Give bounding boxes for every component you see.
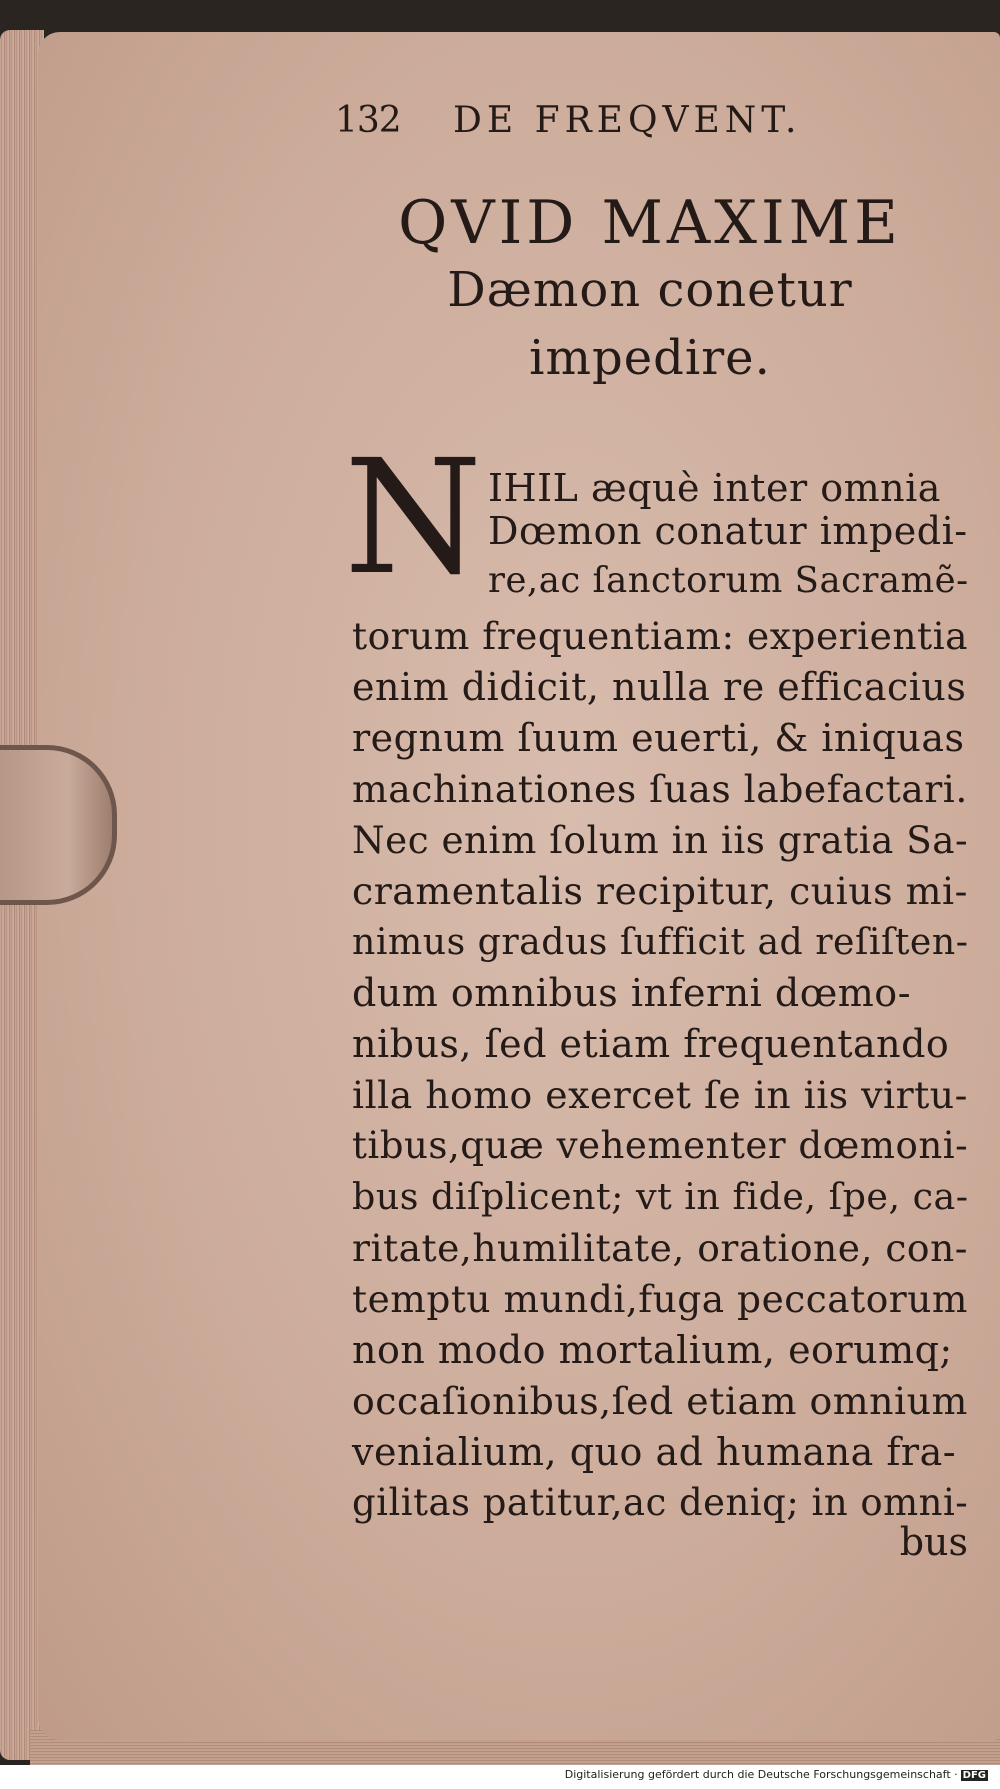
text-line: IHIL æquè inter omnia — [488, 466, 941, 510]
text-line: venialium, quo ad humana fra- — [352, 1430, 957, 1474]
text-line: tibus,quæ vehementer dœmoni- — [352, 1124, 969, 1167]
text-line: enim didicit, nulla re efficacius — [352, 665, 967, 709]
catchword: bus — [899, 1520, 968, 1564]
text-line: occaſionibus,ſed etiam omnium — [352, 1379, 968, 1423]
text-line: nimus gradus ſufficit ad reſiſten- — [352, 920, 969, 963]
digitization-credit — [565, 1768, 988, 1781]
text-line: machinationes ſuas labefactari. — [352, 767, 968, 811]
text-line: gilitas patitur,ac deniq; in omni- — [352, 1481, 969, 1524]
text-line: ritate,humilitate, oratione, con- — [352, 1226, 968, 1270]
text-line: regnum ſuum euerti, & iniquas — [352, 716, 965, 760]
chapter-title-line-2: Dæmon conetur — [447, 262, 853, 318]
dfg-logo: DFG — [962, 1770, 986, 1781]
text-line: torum frequentiam: experientia — [352, 614, 968, 658]
drop-capital: N — [344, 426, 483, 610]
chapter-title-line-3: impedire. — [529, 330, 771, 386]
text-line: illa homo exercet ſe in iis virtu- — [352, 1073, 968, 1117]
chapter-title-line-1: QVID MAXIME — [398, 188, 902, 258]
text-line: non modo mortalium, eorumq; — [352, 1328, 953, 1372]
running-header — [330, 100, 890, 160]
text-line: dum omnibus inferni dœmo- — [352, 971, 912, 1015]
text-line: nibus, ſed etiam frequentando — [352, 1022, 950, 1066]
text-line: Nec enim ſolum in iis gratia Sa- — [352, 818, 969, 862]
text-line: Dœmon conatur impedi- — [488, 509, 968, 553]
text-line: cramentalis recipitur, cuius mi- — [352, 869, 968, 913]
running-title: DE FREQVENT. — [453, 100, 802, 141]
credit-text: Digitalisierung gefördert durch die Deutsche Forschungsgemeinschaft · — [564, 1768, 958, 1781]
page-number: 132 — [335, 100, 401, 141]
book-clasp — [0, 745, 117, 905]
text-line: temptu mundi,fuga peccatorum — [352, 1277, 968, 1321]
text-line: re,ac ſanctorum Sacramẽ- — [488, 560, 969, 601]
text-line: bus diſplicent; vt in fide, ſpe, ca- — [352, 1175, 969, 1218]
